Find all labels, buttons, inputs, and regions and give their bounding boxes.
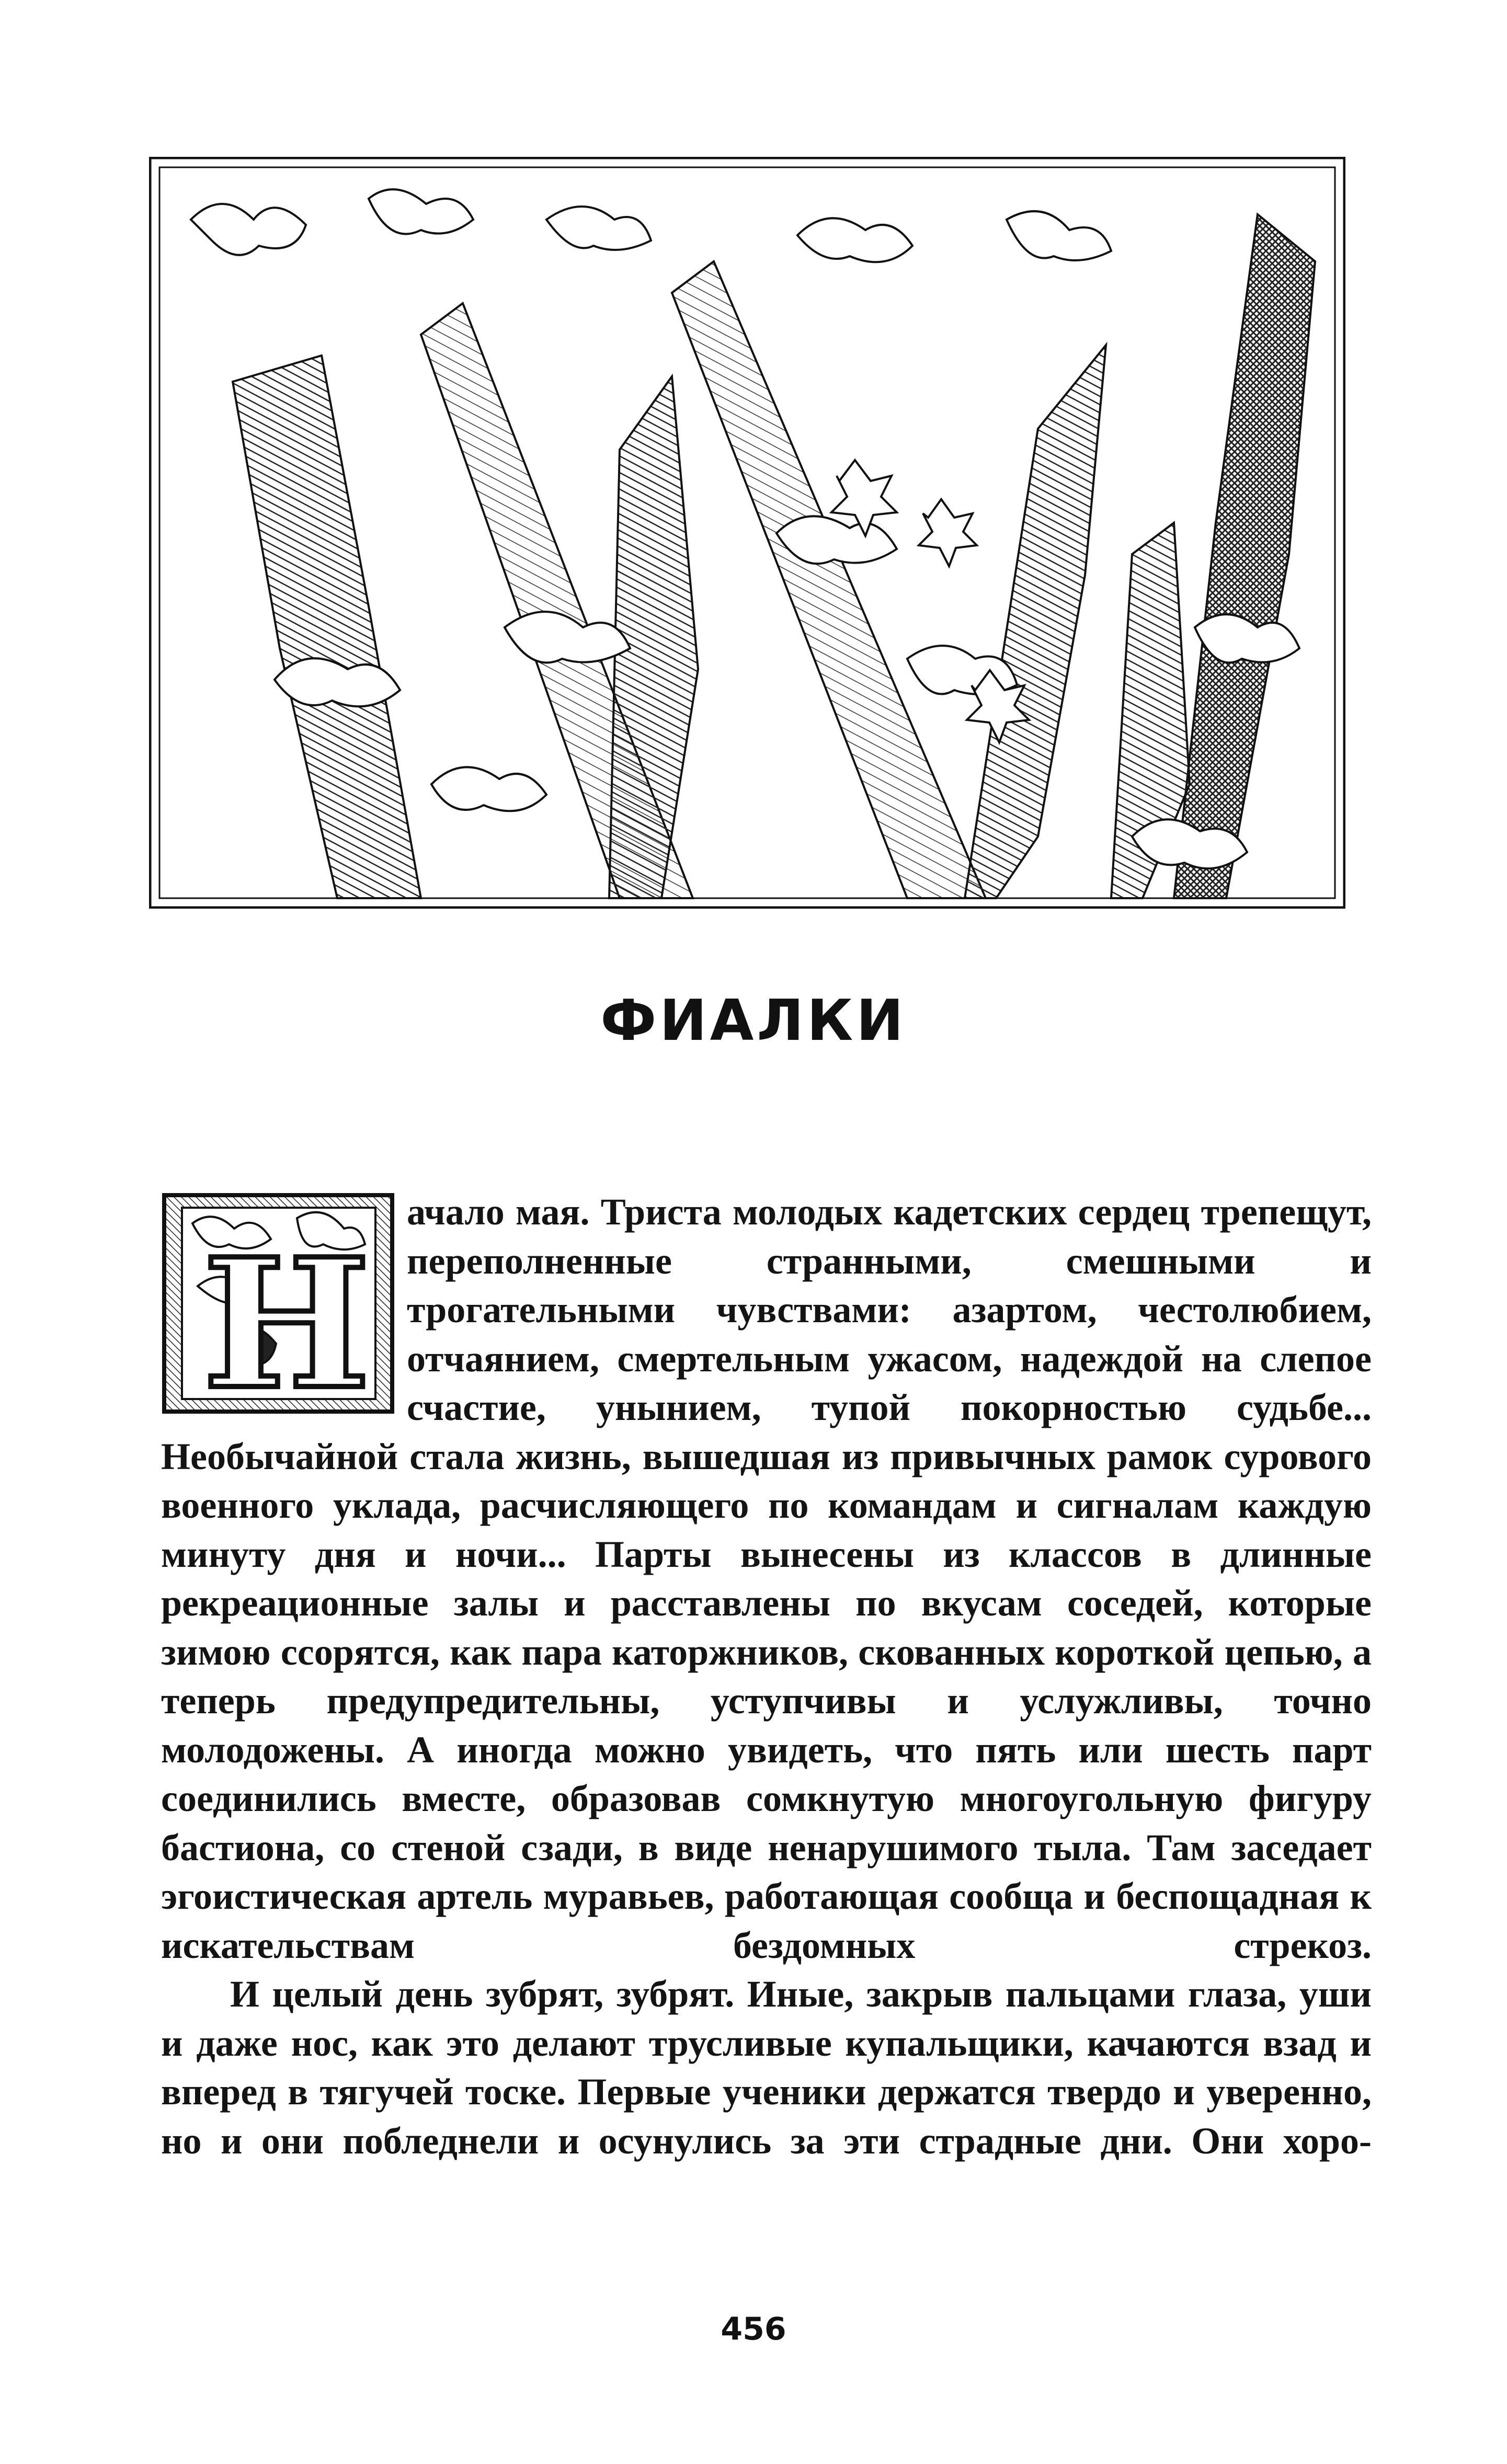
drop-cap-letter: Н — [202, 1220, 371, 1415]
paragraph-2: И целый день зубрят, зубрят. Иные, закрыв пальцами глаза, уши и даже нос, как это делают трусливые купальщики, качаются взад и вперед в тягучей тоске. Первые ученики держатся твердо и уверенно, но и они побледнели и осунулись за эти страдные дни. Они хоро- — [161, 1973, 1372, 2162]
chapter-illustration — [149, 157, 1345, 909]
paragraph-1 — [161, 1188, 1372, 1970]
page-number: 456 — [721, 2311, 786, 2347]
drop-cap-initial — [161, 1192, 395, 1415]
body-text — [161, 1188, 1372, 2165]
paragraph-1-text: ачало мая. Триста молодых кадетских сердец трепещут, переполненные странными, смешными и трогательными чувствами: азартом, честолюбием, отчаянием, смертельным ужасом, надеждой на слепое счастие, унынием, тупой покорностью судьбе... Необычайной стала жизнь, вышедшая из привычных рамок сурового военного уклада, расчисляющего по командам и сигналам каждую минуту дня и ночи... Парты вынесены из классов в длинные рекреационные залы и расставлены по вкусам соседей, которые зимою ссорятся, как пара каторжников, скованных короткой цепью, а теперь предупредительны, уступчивы и услужливы, точно молодожены. А иногда можно увидеть, что пять или шесть парт соединились вместе, образовав сомкнутую многоугольную фигуру бастиона, со стеной сзади, в виде ненарушимого тыла. Там заседает эгоистическая артель муравьев, работающая сообща и беспощадная к искательствам бездомных стрекоз. — [161, 1191, 1372, 1966]
chapter-title: ФИАЛКИ — [600, 988, 907, 1053]
